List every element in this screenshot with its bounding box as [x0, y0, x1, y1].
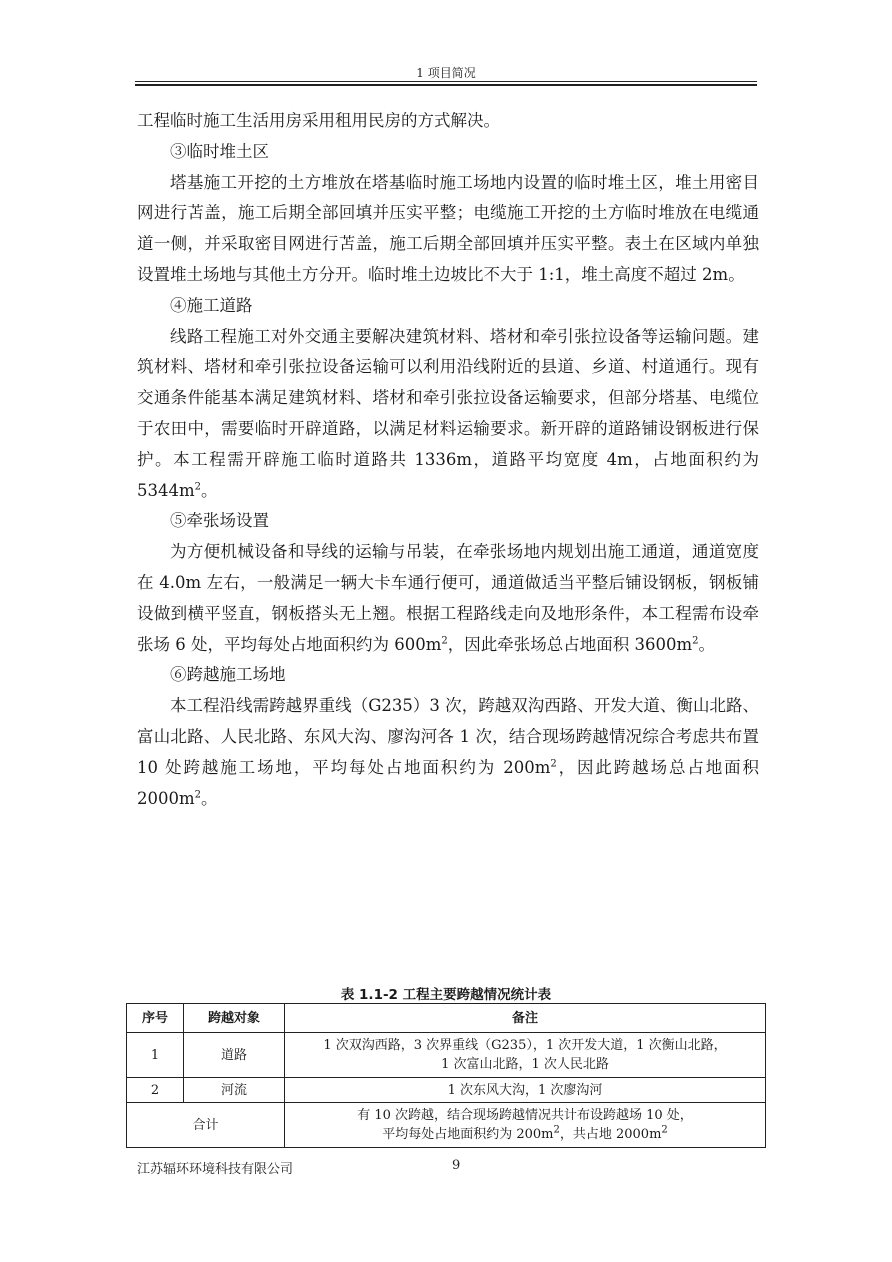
- header-serial-number: 序号: [127, 1004, 184, 1033]
- header-rule-thick: [135, 84, 757, 86]
- superscript-2: 2: [553, 1124, 560, 1136]
- paragraph-roads-end: 。: [201, 480, 218, 500]
- paragraph-roads-text: 线路工程施工对外交通主要解决建筑材料、塔材和牵引张拉设备等运输问题。建筑材料、塔材和牵引张拉设备运输可以利用沿线附近的县道、乡道、村道通行。现有交通条件能基本满足建筑材料、塔材和牵引张拉设备运输要求，但部分塔基、电缆位于农田中，需要临时开辟道路，以满足材料运输要求。新开辟的道路铺设钢板进行保护。本工程需开辟施工临时道路共 1336m，道路平均宽度 4m，占地面积约为 5344m: [137, 326, 759, 500]
- remarks-line: [289, 1125, 761, 1144]
- paragraph-construction-roads: [137, 322, 759, 507]
- remarks-text: 平均每处占地面积约为 200m: [382, 1127, 554, 1142]
- table-row: [127, 1033, 766, 1078]
- cell-serial-number: 1: [127, 1033, 184, 1078]
- header-remarks: 备注: [285, 1004, 766, 1033]
- crossing-statistics-table: [126, 1003, 766, 1148]
- running-header: 1 项目简况: [416, 66, 476, 80]
- paragraph-tension-text-b: ，因此牵张场总占地面积 3600m: [447, 634, 693, 654]
- paragraph-crossing-site: [137, 691, 759, 814]
- paragraph-temporary-spoil-area: 塔基施工开挖的土方堆放在塔基临时施工场地内设置的临时堆土区，堆土用密目网进行苫盖，施工后期全部回填并压实平整；电缆施工开挖的土方临时堆放在电缆通道一侧，并采取密目网进行苫盖，施工后期全部回填并压实平整。表土在区域内单独设置堆土场地与其他土方分开。临时堆土边坡比不大于 1:1，堆土高度不超过 2m。: [137, 172, 759, 284]
- remarks-line: 1 次富山北路，1 次人民北路: [441, 1057, 609, 1072]
- table-header-row: [127, 1004, 766, 1033]
- cell-remarks: 1 次东风大沟，1 次廖沟河: [285, 1078, 766, 1103]
- cell-serial-number: 2: [127, 1078, 184, 1103]
- table-row: [127, 1078, 766, 1103]
- paragraph-crossing-text-b: ，因此跨越场总占地面积 2000m: [137, 757, 760, 808]
- cell-crossing-object: 河流: [184, 1078, 285, 1103]
- heading-crossing-site: ⑥跨越施工场地: [170, 665, 286, 685]
- remarks-text: ，共占地 2000m: [559, 1127, 662, 1142]
- paragraph-tension-text-a: 为方便机械设备和导线的运输与吊装，在牵张场地内规划出施工通道，通道宽度在 4.0m 左右，一般满足一辆大卡车通行便可，通道做适当平整后铺设钢板，钢板铺设做到横平竖直，钢板搭头无上翘。根据工程路线走向及地形条件，本工程需布设牵张场 6 处，平均每处占地面积约为 600m: [137, 542, 759, 654]
- paragraph-tension-yard: [137, 537, 759, 660]
- remarks-line: 有 10 次跨越，结合现场跨越情况共计布设跨越场 10 处，: [357, 1108, 693, 1123]
- header-rule-thin: [135, 81, 757, 82]
- superscript-2: 2: [441, 635, 448, 647]
- cell-remarks: [285, 1033, 766, 1078]
- heading-temporary-spoil-area: ③临时堆土区: [170, 141, 269, 161]
- table-caption: 表 1.1-2 工程主要跨越情况统计表: [340, 987, 552, 1003]
- cell-crossing-object: 道路: [184, 1033, 285, 1078]
- cell-total-label: 合计: [127, 1103, 285, 1148]
- paragraph-crossing-text-a: 本工程沿线需跨越界重线（G235）3 次，跨越双沟西路、开发大道、衡山北路、富山北路、人民北路、东风大沟、廖沟河各 1 次，结合现场跨越情况综合考虑共布置 10 处跨越施工场地，平均每处占地面积约为 200m: [137, 696, 759, 777]
- body-text: [137, 106, 759, 814]
- superscript-2: 2: [661, 1124, 668, 1136]
- superscript-2: 2: [194, 481, 202, 493]
- paragraph-living-quarters: 工程临时施工生活用房采用租用民房的方式解决。: [137, 111, 500, 130]
- paragraph-tension-end: 。: [698, 634, 716, 654]
- footer-company-name: 江苏辐环环境科技有限公司: [137, 1162, 294, 1177]
- header-crossing-object: 跨越对象: [184, 1004, 285, 1033]
- cell-total-remarks: [285, 1103, 766, 1148]
- heading-construction-roads: ④施工道路: [170, 295, 253, 315]
- remarks-line: 1 次双沟西路，3 次界重线（G235），1 次开发大道，1 次衡山北路，: [323, 1038, 727, 1053]
- superscript-2: 2: [692, 635, 699, 647]
- superscript-2: 2: [550, 758, 557, 770]
- page-number: 9: [452, 1158, 461, 1173]
- paragraph-crossing-end: 。: [201, 788, 218, 808]
- table-total-row: [127, 1103, 766, 1148]
- heading-tension-yard: ⑤牵张场设置: [170, 511, 269, 531]
- superscript-2: 2: [194, 789, 202, 801]
